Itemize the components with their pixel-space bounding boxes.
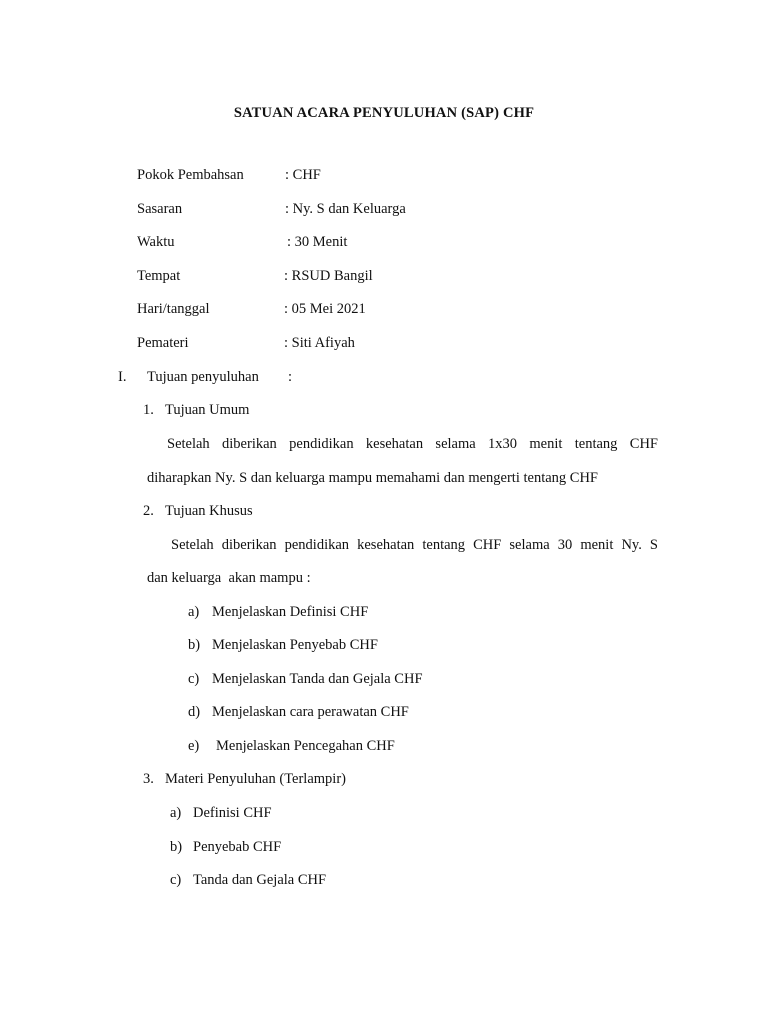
list-marker: b) [188, 637, 201, 653]
list-item: Menjelaskan Pencegahan CHF [216, 738, 395, 754]
list-marker: a) [170, 805, 182, 821]
tujuan-khusus-paragraph-line1: Setelah diberikan pendidikan kesehatan tentang CHF selama 30 menit Ny. S [171, 537, 658, 553]
list-marker: c) [188, 671, 200, 687]
info-label-pemateri: Pemateri [137, 335, 189, 351]
info-value-pemateri: : Siti Afiyah [284, 335, 355, 351]
info-label-tempat: Tempat [137, 268, 181, 284]
tujuan-umum-number: 1. [143, 402, 154, 418]
list-marker: d) [188, 704, 201, 720]
list-marker: e) [188, 738, 200, 754]
list-item: Menjelaskan Tanda dan Gejala CHF [212, 671, 423, 687]
info-label-pokok: Pokok Pembahsan [137, 167, 244, 183]
list-marker: a) [188, 604, 200, 620]
list-item: Menjelaskan Penyebab CHF [212, 637, 378, 653]
list-item: Menjelaskan cara perawatan CHF [212, 704, 409, 720]
tujuan-umum-paragraph-line2: diharapkan Ny. S dan keluarga mampu memahami dan mengerti tentang CHF [147, 470, 598, 486]
tujuan-umum-heading: Tujuan Umum [165, 402, 250, 418]
materi-number: 3. [143, 771, 154, 787]
info-value-waktu: : 30 Menit [287, 234, 348, 250]
tujuan-khusus-heading: Tujuan Khusus [165, 503, 253, 519]
list-item: Penyebab CHF [193, 839, 282, 855]
section-colon: : [288, 369, 293, 385]
materi-heading: Materi Penyuluhan (Terlampir) [165, 771, 346, 787]
list-item: Menjelaskan Definisi CHF [212, 604, 369, 620]
info-value-sasaran: : Ny. S dan Keluarga [285, 201, 406, 217]
tujuan-khusus-paragraph-line2: dan keluarga akan mampu : [147, 570, 311, 586]
info-label-waktu: Waktu [137, 234, 175, 250]
list-item: Tanda dan Gejala CHF [193, 872, 327, 888]
list-item: Definisi CHF [193, 805, 272, 821]
info-value-pokok: : CHF [285, 167, 321, 183]
info-value-hari: : 05 Mei 2021 [284, 301, 366, 317]
info-value-tempat: : RSUD Bangil [284, 268, 373, 284]
list-marker: c) [170, 872, 182, 888]
section-heading: Tujuan penyuluhan [147, 369, 259, 385]
document-title: SATUAN ACARA PENYULUHAN (SAP) CHF [233, 105, 535, 121]
tujuan-umum-paragraph-line1: Setelah diberikan pendidikan kesehatan selama 1x30 menit tentang CHF [167, 436, 658, 452]
section-numeral: I. [118, 369, 127, 385]
list-marker: b) [170, 839, 183, 855]
info-label-sasaran: Sasaran [137, 201, 183, 217]
tujuan-khusus-number: 2. [143, 503, 154, 519]
info-label-hari: Hari/tanggal [137, 301, 210, 317]
